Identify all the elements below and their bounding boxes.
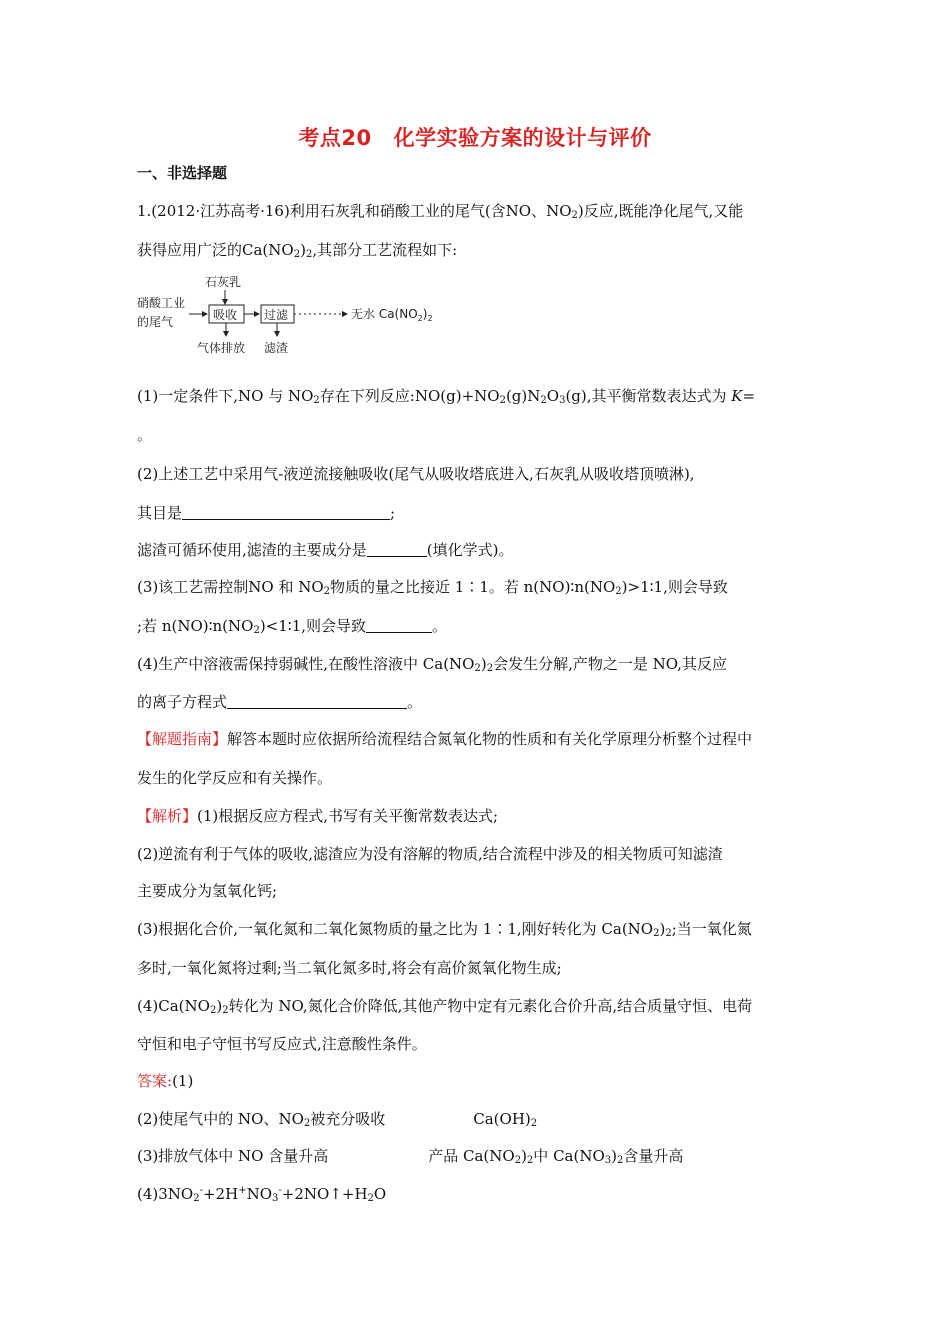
answer-line2: (2)使尾气中的 NO、$NO_2$被充分吸收 $Ca(OH)_2$	[137, 1110, 538, 1129]
title-topic: 考点20	[298, 126, 372, 150]
answer-blank[interactable]	[366, 617, 432, 633]
part4-line2: 的离子方程式 。	[137, 693, 423, 711]
guide-label: 【解题指南】	[137, 730, 228, 748]
flow-box-filter-label: 过滤	[264, 308, 289, 322]
part4-line1: (4)生产中溶液需保持弱碱性,在酸性溶液中 $Ca(NO_2)_2$会发生分解,产物之一是 NO,其反应	[137, 655, 727, 674]
part1-line-end: 。	[137, 426, 153, 444]
analysis-line3: 主要成分为氢氧化钙;	[137, 882, 278, 900]
flow-output-residue: 滤渣	[264, 341, 289, 355]
part2-line2: 其目是 ;	[137, 504, 396, 522]
analysis-line2: (2)逆流有利于气体的吸收,滤渣应为没有溶解的物质,结合流程中涉及的相关物质可知滤渣	[137, 845, 723, 863]
question-stem-line1: 1.(2012·江苏高考·16)利用石灰乳和硝酸工业的尾气(含NO、$NO_2$)反应,既能净化尾气,又能	[137, 202, 744, 221]
part2-line1: (2)上述工艺中采用气-液逆流接触吸收(尾气从吸收塔底进入,石灰乳从吸收塔顶喷淋),	[137, 465, 695, 483]
guide-line2: 发生的化学反应和有关操作。	[137, 769, 333, 787]
analysis-line1: 【解析】(1)根据反应方程式,书写有关平衡常数表达式;	[137, 807, 499, 825]
guide-line1: 【解题指南】解答本题时应依据所给流程结合氮氧化物的性质和有关化学原理分析整个过程中	[137, 730, 753, 748]
answer-line4: $(4)3NO_2^-+2H^+NO_3^-+2NO↑+H_2O$	[137, 1185, 387, 1204]
flow-source-line1: 硝酸工业	[137, 296, 186, 310]
flow-source-line2: 的尾气	[137, 315, 174, 329]
answer-line3: (3)排放气体中 NO 含量升高 产品 $Ca(NO_2)_2$中 $Ca(NO_3)_2$含量升高	[137, 1147, 684, 1166]
flow-box-absorb-label: 吸收	[213, 308, 238, 322]
flow-output-gas: 气体排放	[197, 341, 246, 355]
answer-blank[interactable]	[182, 504, 390, 520]
question-stem-line2: 获得应用广泛的$Ca(NO_2)_2$,其部分工艺流程如下:	[137, 241, 458, 260]
page-title	[0, 122, 950, 152]
analysis-line5: 多时,一氧化氮将过剩;当二氧化氮多时,将会有高价氮氧化物生成;	[137, 959, 562, 977]
title-name: 化学实验方案的设计与评价	[393, 126, 652, 150]
part3-line2: ;若 $n(NO)∶n(NO_2)<1∶1$,则会导致 。	[137, 617, 448, 636]
analysis-label: 【解析】	[137, 807, 198, 825]
part2-line3: 滤渣可循环使用,滤渣的主要成分是 (填化学式)。	[137, 541, 514, 559]
answer-blank[interactable]	[367, 541, 427, 557]
answer-blank[interactable]	[227, 693, 407, 709]
process-flow-diagram	[137, 276, 467, 362]
analysis-line6: $(4)Ca(NO_2)_2$转化为 NO,氮化合价降低,其他产物中定有元素化合价升高,结合质量守恒、电荷	[137, 997, 753, 1016]
part1-line: (1)一定条件下,NO 与 $NO_2$存在下列反应$:NO(g)+NO_2(g)N_2O_3(g)$,其平衡常数表达式为 K=	[137, 387, 756, 406]
part3-line1: (3)该工艺需控制NO 和 $NO_2$物质的量之比接近 1∶1。若 $n(NO)∶n(NO_2)>1∶1$,则会导致	[137, 578, 728, 597]
answer-label: 答案:	[137, 1072, 173, 1090]
analysis-line7: 守恒和电子守恒书写反应式,注意酸性条件。	[137, 1035, 427, 1053]
answer-line1: 答案:(1)	[137, 1072, 194, 1090]
analysis-line4: (3)根据化合价,一氧化氮和二氧化氮物质的量之比为 1∶1,刚好转化为 $Ca(NO_2)_2$;当一氧化氮	[137, 920, 752, 939]
flow-reagent: 石灰乳	[205, 276, 242, 289]
section-heading: 一、非选择题	[137, 164, 228, 182]
flow-product: 无水 $Ca(NO_2)_2$	[351, 307, 433, 323]
